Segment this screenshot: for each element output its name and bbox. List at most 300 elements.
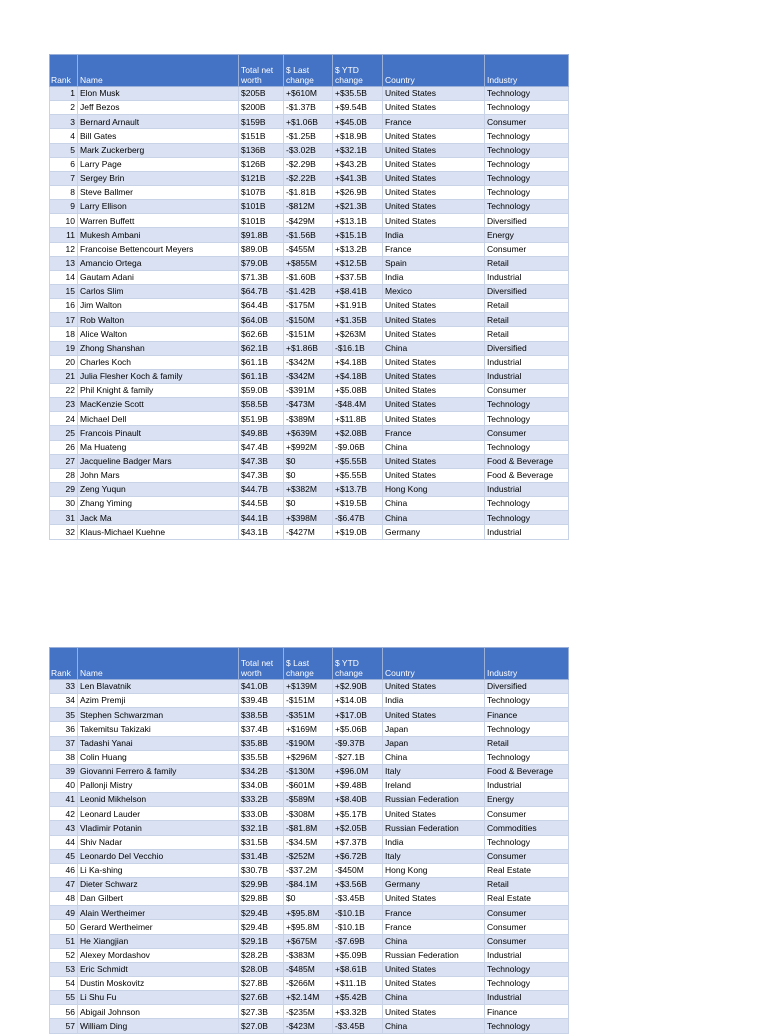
net-worth-cell: $107B (239, 185, 284, 199)
ytd-change-cell: +$11.8B (333, 412, 383, 426)
header-row (50, 55, 569, 87)
name-cell: Francois Pinault (78, 426, 239, 440)
table-row (50, 991, 569, 1005)
industry-cell: Energy (485, 793, 569, 807)
country-cell: Spain (383, 256, 485, 270)
rank-cell: 46 (50, 863, 78, 877)
industry-cell: Real Estate (485, 863, 569, 877)
name-cell: Jim Walton (78, 299, 239, 313)
table-row (50, 299, 569, 313)
header-name: Name (78, 648, 239, 680)
rank-cell: 44 (50, 835, 78, 849)
industry-cell: Consumer (485, 242, 569, 256)
rank-cell: 33 (50, 680, 78, 694)
name-cell: Alice Walton (78, 327, 239, 341)
last-change-cell: +$398M (284, 511, 333, 525)
last-change-cell: -$84.1M (284, 877, 333, 891)
name-cell: Eric Schmidt (78, 962, 239, 976)
industry-cell: Industrial (485, 482, 569, 496)
name-cell: Gerard Wertheimer (78, 920, 239, 934)
name-cell: Zeng Yuqun (78, 482, 239, 496)
industry-cell: Retail (485, 327, 569, 341)
country-cell: China (383, 511, 485, 525)
net-worth-cell: $61.1B (239, 369, 284, 383)
table-row (50, 906, 569, 920)
table-row (50, 1005, 569, 1019)
industry-cell: Diversified (485, 680, 569, 694)
country-cell: Russian Federation (383, 948, 485, 962)
country-cell: China (383, 991, 485, 1005)
industry-cell: Real Estate (485, 892, 569, 906)
header-ytd-change: $ YTD change (333, 55, 383, 87)
table-row (50, 468, 569, 482)
industry-cell: Consumer (485, 426, 569, 440)
rank-cell: 41 (50, 793, 78, 807)
rank-cell: 34 (50, 694, 78, 708)
ytd-change-cell: +$5.08B (333, 383, 383, 397)
rank-cell: 31 (50, 511, 78, 525)
last-change-cell: -$130M (284, 764, 333, 778)
last-change-cell: -$190M (284, 736, 333, 750)
industry-cell: Finance (485, 708, 569, 722)
rank-cell: 18 (50, 327, 78, 341)
industry-cell: Consumer (485, 934, 569, 948)
ytd-change-cell: -$7.69B (333, 934, 383, 948)
rank-cell: 38 (50, 750, 78, 764)
ytd-change-cell: -$3.45B (333, 1019, 383, 1033)
name-cell: Li Ka-shing (78, 863, 239, 877)
net-worth-cell: $159B (239, 115, 284, 129)
name-cell: Charles Koch (78, 355, 239, 369)
rank-cell: 6 (50, 157, 78, 171)
ytd-change-cell: +$13.2B (333, 242, 383, 256)
net-worth-cell: $37.4B (239, 722, 284, 736)
country-cell: China (383, 497, 485, 511)
last-change-cell: -$485M (284, 962, 333, 976)
ytd-change-cell: +$12.5B (333, 256, 383, 270)
ytd-change-cell: +$9.48B (333, 778, 383, 792)
rank-cell: 32 (50, 525, 78, 539)
last-change-cell: -$589M (284, 793, 333, 807)
country-cell: Italy (383, 764, 485, 778)
last-change-cell: -$150M (284, 313, 333, 327)
ytd-change-cell: +$8.40B (333, 793, 383, 807)
header-last-change: $ Last change (284, 55, 333, 87)
industry-cell: Consumer (485, 849, 569, 863)
industry-cell: Technology (485, 835, 569, 849)
net-worth-cell: $29.4B (239, 920, 284, 934)
net-worth-cell: $44.7B (239, 482, 284, 496)
table-row (50, 313, 569, 327)
name-cell: Dustin Moskovitz (78, 976, 239, 990)
name-cell: Amancio Ortega (78, 256, 239, 270)
industry-cell: Technology (485, 694, 569, 708)
rank-cell: 39 (50, 764, 78, 778)
name-cell: Phil Knight & family (78, 383, 239, 397)
industry-cell: Industrial (485, 525, 569, 539)
rank-cell: 28 (50, 468, 78, 482)
net-worth-cell: $43.1B (239, 525, 284, 539)
industry-cell: Technology (485, 412, 569, 426)
industry-cell: Consumer (485, 920, 569, 934)
net-worth-cell: $44.5B (239, 497, 284, 511)
header-rank: Rank (50, 648, 78, 680)
country-cell: United States (383, 101, 485, 115)
last-change-cell: -$473M (284, 398, 333, 412)
net-worth-cell: $47.4B (239, 440, 284, 454)
table-row (50, 849, 569, 863)
industry-cell: Commodities (485, 821, 569, 835)
rank-cell: 4 (50, 129, 78, 143)
last-change-cell: +$95.8M (284, 920, 333, 934)
industry-cell: Technology (485, 200, 569, 214)
net-worth-cell: $101B (239, 200, 284, 214)
industry-cell: Technology (485, 976, 569, 990)
ytd-change-cell: +$43.2B (333, 157, 383, 171)
rank-cell: 2 (50, 101, 78, 115)
table-row (50, 948, 569, 962)
industry-cell: Retail (485, 256, 569, 270)
table-row (50, 398, 569, 412)
last-change-cell: +$610M (284, 87, 333, 101)
table-row (50, 821, 569, 835)
country-cell: United States (383, 398, 485, 412)
name-cell: MacKenzie Scott (78, 398, 239, 412)
country-cell: Russian Federation (383, 821, 485, 835)
ytd-change-cell: +$13.7B (333, 482, 383, 496)
last-change-cell: -$342M (284, 369, 333, 383)
country-cell: India (383, 270, 485, 284)
net-worth-cell: $126B (239, 157, 284, 171)
billionaires-table-top (49, 54, 569, 540)
ytd-change-cell: +$4.18B (333, 355, 383, 369)
last-change-cell: +$1.86B (284, 341, 333, 355)
industry-cell: Technology (485, 101, 569, 115)
ytd-change-cell: -$27.1B (333, 750, 383, 764)
ytd-change-cell: +$6.72B (333, 849, 383, 863)
name-cell: Mukesh Ambani (78, 228, 239, 242)
ytd-change-cell: -$3.45B (333, 892, 383, 906)
industry-cell: Diversified (485, 341, 569, 355)
last-change-cell: -$37.2M (284, 863, 333, 877)
last-change-cell: -$423M (284, 1019, 333, 1033)
header-total-net-worth: Total net worth (239, 55, 284, 87)
table-body-bottom (50, 680, 569, 1034)
last-change-cell: -$1.81B (284, 185, 333, 199)
header-industry: Industry (485, 55, 569, 87)
rank-cell: 11 (50, 228, 78, 242)
country-cell: United States (383, 976, 485, 990)
last-change-cell: +$296M (284, 750, 333, 764)
country-cell: United States (383, 299, 485, 313)
net-worth-cell: $101B (239, 214, 284, 228)
table-row (50, 835, 569, 849)
industry-cell: Energy (485, 228, 569, 242)
name-cell: Dieter Schwarz (78, 877, 239, 891)
last-change-cell: -$151M (284, 327, 333, 341)
industry-cell: Technology (485, 722, 569, 736)
last-change-cell: -$1.42B (284, 284, 333, 298)
name-cell: Stephen Schwarzman (78, 708, 239, 722)
table-row (50, 454, 569, 468)
rank-cell: 35 (50, 708, 78, 722)
net-worth-cell: $38.5B (239, 708, 284, 722)
table-row (50, 920, 569, 934)
industry-cell: Technology (485, 497, 569, 511)
table-row (50, 228, 569, 242)
last-change-cell: -$252M (284, 849, 333, 863)
last-change-cell: +$639M (284, 426, 333, 440)
industry-cell: Technology (485, 750, 569, 764)
ytd-change-cell: +$8.41B (333, 284, 383, 298)
name-cell: Larry Ellison (78, 200, 239, 214)
industry-cell: Consumer (485, 906, 569, 920)
last-change-cell: +$139M (284, 680, 333, 694)
country-cell: China (383, 1019, 485, 1033)
ytd-change-cell: +$15.1B (333, 228, 383, 242)
table-row (50, 708, 569, 722)
net-worth-cell: $29.4B (239, 906, 284, 920)
net-worth-cell: $27.8B (239, 976, 284, 990)
ytd-change-cell: +$1.35B (333, 313, 383, 327)
net-worth-cell: $49.8B (239, 426, 284, 440)
ytd-change-cell: +$5.55B (333, 454, 383, 468)
rank-cell: 27 (50, 454, 78, 468)
ytd-change-cell: +$26.9B (333, 185, 383, 199)
last-change-cell: -$1.25B (284, 129, 333, 143)
country-cell: China (383, 750, 485, 764)
name-cell: Jeff Bezos (78, 101, 239, 115)
ytd-change-cell: +$18.9B (333, 129, 383, 143)
industry-cell: Consumer (485, 383, 569, 397)
rank-cell: 47 (50, 877, 78, 891)
name-cell: Michael Dell (78, 412, 239, 426)
net-worth-cell: $200B (239, 101, 284, 115)
table-row (50, 412, 569, 426)
table-row (50, 1019, 569, 1033)
country-cell: United States (383, 892, 485, 906)
country-cell: France (383, 426, 485, 440)
name-cell: Sergey Brin (78, 171, 239, 185)
net-worth-cell: $30.7B (239, 863, 284, 877)
industry-cell: Consumer (485, 115, 569, 129)
net-worth-cell: $151B (239, 129, 284, 143)
name-cell: William Ding (78, 1019, 239, 1033)
country-cell: United States (383, 355, 485, 369)
net-worth-cell: $29.8B (239, 892, 284, 906)
last-change-cell: -$266M (284, 976, 333, 990)
ytd-change-cell: +$9.54B (333, 101, 383, 115)
table-row (50, 256, 569, 270)
net-worth-cell: $28.2B (239, 948, 284, 962)
last-change-cell: -$175M (284, 299, 333, 313)
country-cell: France (383, 906, 485, 920)
industry-cell: Technology (485, 511, 569, 525)
name-cell: Alexey Mordashov (78, 948, 239, 962)
country-cell: United States (383, 185, 485, 199)
industry-cell: Retail (485, 299, 569, 313)
name-cell: Len Blavatnik (78, 680, 239, 694)
country-cell: United States (383, 157, 485, 171)
table-row (50, 694, 569, 708)
ytd-change-cell: -$16.1B (333, 341, 383, 355)
ytd-change-cell: +$37.5B (333, 270, 383, 284)
country-cell: China (383, 341, 485, 355)
rank-cell: 57 (50, 1019, 78, 1033)
name-cell: Leonardo Del Vecchio (78, 849, 239, 863)
rank-cell: 13 (50, 256, 78, 270)
net-worth-cell: $64.7B (239, 284, 284, 298)
rank-cell: 51 (50, 934, 78, 948)
rank-cell: 10 (50, 214, 78, 228)
table-row (50, 736, 569, 750)
table-row (50, 327, 569, 341)
country-cell: Japan (383, 722, 485, 736)
ytd-change-cell: -$48.4M (333, 398, 383, 412)
rank-cell: 30 (50, 497, 78, 511)
net-worth-cell: $44.1B (239, 511, 284, 525)
table-row (50, 426, 569, 440)
country-cell: Germany (383, 877, 485, 891)
rank-cell: 45 (50, 849, 78, 863)
industry-cell: Industrial (485, 270, 569, 284)
industry-cell: Technology (485, 87, 569, 101)
table-row (50, 171, 569, 185)
table-row (50, 863, 569, 877)
country-cell: France (383, 115, 485, 129)
table-row (50, 976, 569, 990)
country-cell: China (383, 440, 485, 454)
name-cell: Tadashi Yanai (78, 736, 239, 750)
name-cell: He Xiangjian (78, 934, 239, 948)
ytd-change-cell: +$13.1B (333, 214, 383, 228)
ytd-change-cell: +$2.05B (333, 821, 383, 835)
industry-cell: Retail (485, 877, 569, 891)
last-change-cell: -$2.29B (284, 157, 333, 171)
net-worth-cell: $41.0B (239, 680, 284, 694)
table-row (50, 157, 569, 171)
rank-cell: 19 (50, 341, 78, 355)
table-row (50, 962, 569, 976)
name-cell: Francoise Bettencourt Meyers (78, 242, 239, 256)
name-cell: Vladimir Potanin (78, 821, 239, 835)
rank-cell: 21 (50, 369, 78, 383)
header-ytd-change: $ YTD change (333, 648, 383, 680)
table-row (50, 242, 569, 256)
net-worth-cell: $27.0B (239, 1019, 284, 1033)
industry-cell: Industrial (485, 991, 569, 1005)
country-cell: United States (383, 962, 485, 976)
table-row (50, 355, 569, 369)
net-worth-cell: $29.1B (239, 934, 284, 948)
rank-cell: 23 (50, 398, 78, 412)
table-row (50, 807, 569, 821)
ytd-change-cell: +$2.08B (333, 426, 383, 440)
net-worth-cell: $47.3B (239, 454, 284, 468)
table-row (50, 793, 569, 807)
country-cell: France (383, 920, 485, 934)
last-change-cell: -$81.8M (284, 821, 333, 835)
name-cell: Li Shu Fu (78, 991, 239, 1005)
net-worth-cell: $31.4B (239, 849, 284, 863)
table-row (50, 934, 569, 948)
net-worth-cell: $71.3B (239, 270, 284, 284)
rank-cell: 56 (50, 1005, 78, 1019)
country-cell: India (383, 228, 485, 242)
ytd-change-cell: +$14.0B (333, 694, 383, 708)
ytd-change-cell: +$4.18B (333, 369, 383, 383)
net-worth-cell: $205B (239, 87, 284, 101)
country-cell: Russian Federation (383, 793, 485, 807)
table-row (50, 778, 569, 792)
last-change-cell: +$169M (284, 722, 333, 736)
net-worth-cell: $33.2B (239, 793, 284, 807)
industry-cell: Retail (485, 736, 569, 750)
last-change-cell: +$382M (284, 482, 333, 496)
industry-cell: Finance (485, 1005, 569, 1019)
ytd-change-cell: +$263M (333, 327, 383, 341)
header-last-change: $ Last change (284, 648, 333, 680)
table-row (50, 214, 569, 228)
billionaires-table-bottom (49, 647, 569, 1034)
rank-cell: 36 (50, 722, 78, 736)
last-change-cell: -$151M (284, 694, 333, 708)
net-worth-cell: $32.1B (239, 821, 284, 835)
country-cell: United States (383, 129, 485, 143)
header-row (50, 648, 569, 680)
country-cell: United States (383, 680, 485, 694)
industry-cell: Retail (485, 313, 569, 327)
last-change-cell: -$235M (284, 1005, 333, 1019)
table-row (50, 185, 569, 199)
rank-cell: 24 (50, 412, 78, 426)
rank-cell: 8 (50, 185, 78, 199)
net-worth-cell: $47.3B (239, 468, 284, 482)
name-cell: Abigail Johnson (78, 1005, 239, 1019)
name-cell: Pallonji Mistry (78, 778, 239, 792)
table-row (50, 115, 569, 129)
table-row (50, 764, 569, 778)
ytd-change-cell: +$1.91B (333, 299, 383, 313)
country-cell: United States (383, 313, 485, 327)
rank-cell: 40 (50, 778, 78, 792)
net-worth-cell: $89.0B (239, 242, 284, 256)
name-cell: Colin Huang (78, 750, 239, 764)
net-worth-cell: $35.5B (239, 750, 284, 764)
ytd-change-cell: +$41.3B (333, 171, 383, 185)
table-row (50, 440, 569, 454)
industry-cell: Food & Beverage (485, 764, 569, 778)
name-cell: Ma Huateng (78, 440, 239, 454)
name-cell: Elon Musk (78, 87, 239, 101)
rank-cell: 20 (50, 355, 78, 369)
table-row (50, 200, 569, 214)
name-cell: Dan Gilbert (78, 892, 239, 906)
header-name: Name (78, 55, 239, 87)
name-cell: Rob Walton (78, 313, 239, 327)
industry-cell: Technology (485, 185, 569, 199)
last-change-cell: -$308M (284, 807, 333, 821)
country-cell: Hong Kong (383, 863, 485, 877)
table-row (50, 892, 569, 906)
rank-cell: 22 (50, 383, 78, 397)
country-cell: United States (383, 327, 485, 341)
last-change-cell: +$2.14M (284, 991, 333, 1005)
table-row (50, 722, 569, 736)
header-rank: Rank (50, 55, 78, 87)
industry-cell: Technology (485, 171, 569, 185)
industry-cell: Food & Beverage (485, 468, 569, 482)
